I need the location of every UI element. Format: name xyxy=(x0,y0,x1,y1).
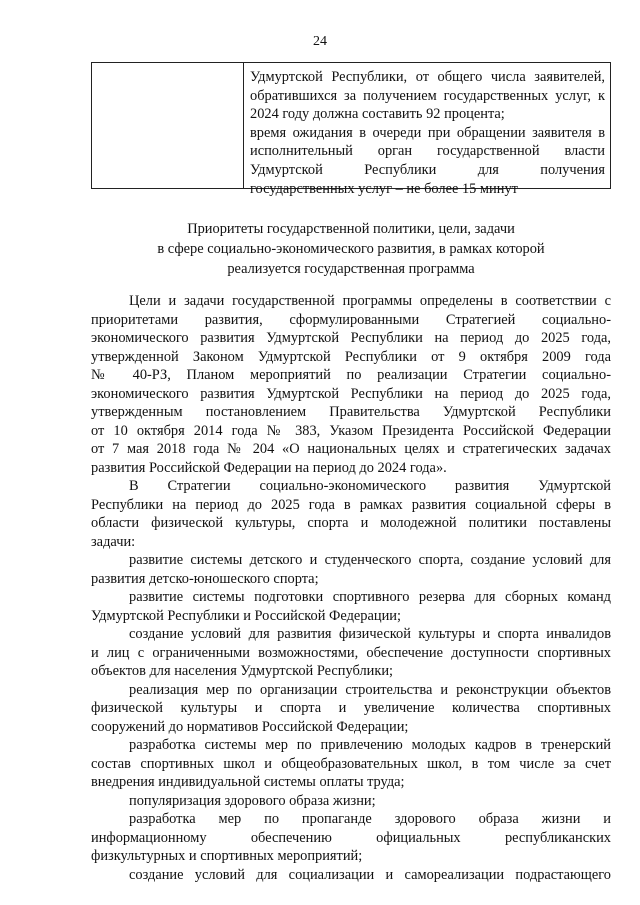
list-item-line: информационному обеспечению официальных республиканских xyxy=(91,829,611,846)
table-line: обратившихся за получением государственных услуг, к xyxy=(250,87,605,104)
list-item-line: физкультурных и спортивных мероприятий; xyxy=(91,848,363,864)
page-number: 24 xyxy=(313,34,327,49)
table-line: Удмуртской Республики для получения xyxy=(250,161,605,178)
paragraph-line: В Стратегии социально-экономического развития Удмуртской xyxy=(129,478,611,494)
paragraph-line: Цели и задачи государственной программы определены в соответствии с xyxy=(129,293,611,309)
list-item-line: физической культуры и спорта и увеличение количества спортивных xyxy=(91,700,611,716)
list-item-line: состав спортивных школ и общеобразовательных школ, в том числе за счет xyxy=(91,755,611,772)
table-fragment xyxy=(91,62,611,197)
section-heading xyxy=(91,219,611,279)
paragraph-line: № 40-РЗ, Планом мероприятий по реализации Стратегии социально- xyxy=(91,367,611,383)
paragraph-line: развития Российской Федерации на период до 2024 года». xyxy=(91,459,447,476)
paragraph-line: от 10 октября 2014 года № 383, Указом Президента Российской Федерации xyxy=(91,422,611,439)
heading-line: в сфере социально-экономического развития, в рамках которой xyxy=(157,241,545,257)
paragraph-line: области физической культуры, спорта и молодежной политики поставлены xyxy=(91,515,611,531)
table-line: государственных услуг – не более 15 минут xyxy=(250,180,518,197)
table-cell-text xyxy=(244,63,610,197)
heading-line: реализуется государственная программа xyxy=(227,261,475,277)
list-item-line: развитие системы детского и студенческого спорта, создание условий для xyxy=(129,552,611,568)
list-item-line: создание условий для развития физической культуры и спорта инвалидов xyxy=(129,626,611,642)
table-cell-empty xyxy=(92,63,244,188)
list-item-line: реализация мер по организации строительства и реконструкции объектов xyxy=(129,681,611,698)
list-item-line: развитие системы подготовки спортивного резерва для сборных команд xyxy=(129,589,611,605)
paragraph-line: утвержденной Законом Удмуртской Республики от 9 октября 2009 года xyxy=(91,348,611,365)
list-item-line: сооружений до нормативов Российской Федерации; xyxy=(91,718,409,735)
table-line: исполнительный орган государственной власти xyxy=(250,143,605,160)
heading-line: Приоритеты государственной политики, цели, задачи xyxy=(187,221,515,237)
paragraph-line: экономического развития Удмуртской Республики на период до 2025 года, xyxy=(91,330,611,346)
table-line: время ожидания в очереди при обращении заявителя в xyxy=(250,124,605,141)
paragraph-line: Республики на период до 2025 года в рамках развития социальной сферы в xyxy=(91,496,611,513)
list-item-line: объектов для населения Удмуртской Республики; xyxy=(91,663,394,679)
paragraph-line: утвержденным постановлением Правительства Удмуртской Республики xyxy=(91,404,611,420)
table-line: 2024 году должна составить 92 процента; xyxy=(250,106,505,123)
list-item-line: внедрения индивидуальной системы оплаты труда; xyxy=(91,774,405,790)
paragraph-line: экономического развития Удмуртской Республики на период до 2025 года, xyxy=(91,385,611,402)
list-item-line: создание условий для социализации и самореализации подрастающего xyxy=(129,866,611,883)
paragraph-line: приоритетами развития, сформулированными Стратегией социально- xyxy=(91,311,611,328)
list-item-line: развития детско-юношеского спорта; xyxy=(91,570,319,587)
list-item-line: популяризация здорового образа жизни; xyxy=(129,792,376,809)
list-item-line: и лиц с ограниченными возможностями, обеспечение доступности спортивных xyxy=(91,644,611,661)
list-item-line: разработка мер по пропаганде здорового образа жизни и xyxy=(129,811,611,827)
body-text xyxy=(91,292,611,884)
list-item-line: разработка системы мер по привлечению молодых кадров в тренерский xyxy=(129,737,611,753)
paragraph-line: задачи: xyxy=(91,533,136,550)
list-item-line: Удмуртской Республики и Российской Федерации; xyxy=(91,607,401,624)
table-line: Удмуртской Республики, от общего числа заявителей, xyxy=(250,69,605,85)
paragraph-line: от 7 мая 2018 года № 204 «О национальных целях и стратегических задачах xyxy=(91,441,611,457)
